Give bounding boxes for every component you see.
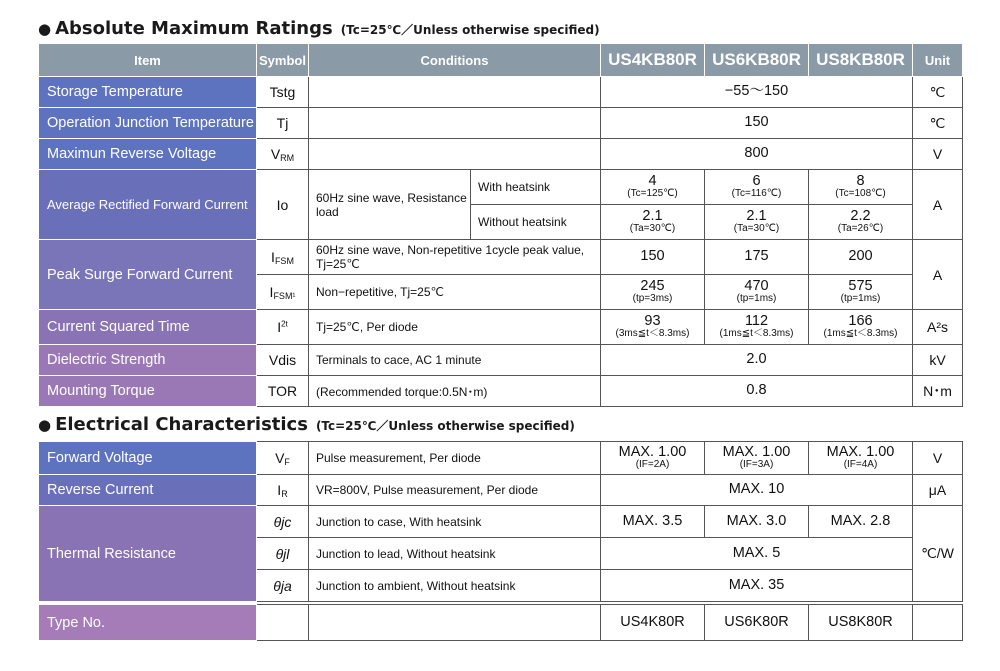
- row-reverse-voltage: [39, 139, 963, 170]
- symbol-cell: θjl: [257, 538, 309, 570]
- value-cell: MAX. 3.5: [601, 506, 705, 538]
- symbol-cell: θjc: [257, 506, 309, 538]
- value-main: 166: [848, 313, 873, 330]
- value-main: MAX. 1.00: [618, 444, 687, 461]
- header-us6kb80r: US6KB80R: [705, 44, 809, 77]
- value-main: 2.1: [642, 208, 663, 225]
- value-note: (Ta=26℃): [837, 223, 884, 235]
- value-cell: [601, 275, 705, 310]
- value-note: (1ms≦t＜8.3ms): [719, 328, 794, 340]
- value-main: 245: [640, 278, 665, 295]
- header-us4kb80r: US4KB80R: [601, 44, 705, 77]
- row-reverse-current: [39, 475, 963, 506]
- row-avg-current-with-heatsink: [39, 170, 963, 205]
- symbol-main: V: [275, 450, 285, 466]
- symbol-main: I: [277, 482, 282, 498]
- conditions-cell: Non−repetitive, Tj=25℃: [309, 275, 601, 310]
- value-cell: MAX. 2.8: [809, 506, 913, 538]
- item-label: Current Squared Time: [39, 310, 257, 345]
- value-cell: [809, 205, 913, 240]
- value-note: (tp=1ms): [736, 293, 777, 305]
- row-mounting-torque: [39, 376, 963, 407]
- value-cell: [705, 170, 809, 205]
- symbol-sub: RM: [280, 153, 295, 163]
- row-storage-temperature: [39, 77, 963, 108]
- conditions-cell: [309, 605, 601, 641]
- conditions-cell: Pulse measurement, Per diode: [309, 442, 601, 475]
- item-label: Mounting Torque: [39, 376, 257, 407]
- value-cell: [601, 442, 705, 475]
- value-note: (3ms≦t＜8.3ms): [615, 328, 690, 340]
- item-label: Operation Junction Temperature: [39, 108, 257, 139]
- value-cell: [601, 310, 705, 345]
- row-dielectric-strength: [39, 345, 963, 376]
- value-cell: MAX. 35: [601, 570, 913, 602]
- value-cell: 2.0: [601, 345, 913, 376]
- unit-cell: ℃: [913, 108, 963, 139]
- value-main: 112: [744, 313, 769, 330]
- row-junction-temperature: [39, 108, 963, 139]
- unit-cell: [913, 605, 963, 641]
- conditions-cell: Junction to case, With heatsink: [309, 506, 601, 538]
- value-note: (IF=3A): [739, 459, 774, 471]
- value-main: 6: [752, 173, 761, 190]
- value-note: (tp=3ms): [632, 293, 673, 305]
- item-label: Average Rectified Forward Current: [39, 170, 257, 240]
- header-us8kb80r: US8KB80R: [809, 44, 913, 77]
- conditions-cell: VR=800V, Pulse measurement, Per diode: [309, 475, 601, 506]
- subcondition-with-heatsink: With heatsink: [471, 170, 601, 205]
- symbol-sub: F: [284, 457, 290, 467]
- conditions-cell: Junction to lead, Without heatsink: [309, 538, 601, 570]
- symbol-cell: [257, 310, 309, 345]
- conditions-cell: [309, 139, 601, 170]
- symbol-cell: [257, 240, 309, 275]
- ec-table: [38, 441, 963, 602]
- symbol-main: I: [277, 319, 282, 335]
- value-cell: [705, 442, 809, 475]
- value-cell: 175: [705, 240, 809, 275]
- header-conditions: Conditions: [309, 44, 601, 77]
- conditions-cell: 60Hz sine wave, Resistance load: [309, 170, 471, 240]
- value-cell: [809, 442, 913, 475]
- value-cell: [601, 170, 705, 205]
- row-forward-voltage: [39, 442, 963, 475]
- symbol-cell: [257, 442, 309, 475]
- symbol-cell: Tstg: [257, 77, 309, 108]
- row-current-squared-time: [39, 310, 963, 345]
- row-thermal-jc: [39, 506, 963, 538]
- value-note: (Tc=108℃): [835, 188, 886, 200]
- row-peak-surge-current: [39, 240, 963, 275]
- header-symbol: Symbol: [257, 44, 309, 77]
- value-cell: MAX. 10: [601, 475, 913, 506]
- symbol-main: I: [269, 284, 274, 300]
- symbol-sup: 2t: [281, 319, 288, 329]
- value-main: 470: [744, 278, 769, 295]
- value-cell: MAX. 3.0: [705, 506, 809, 538]
- symbol-cell: Vdis: [257, 345, 309, 376]
- item-label: Forward Voltage: [39, 442, 257, 475]
- amr-note: (Tc=25℃／Unless otherwise specified): [340, 23, 600, 37]
- header-unit: Unit: [913, 44, 963, 77]
- value-cell: −55～150: [601, 77, 913, 108]
- symbol-cell: θja: [257, 570, 309, 602]
- value-note: (Ta=30℃): [733, 223, 780, 235]
- conditions-cell: [309, 108, 601, 139]
- value-cell: MAX. 5: [601, 538, 913, 570]
- symbol-main: V: [270, 146, 281, 162]
- symbol-main: I: [271, 249, 275, 265]
- value-main: 8: [856, 173, 865, 190]
- unit-cell: ℃/W: [913, 506, 963, 602]
- subcondition-without-heatsink: Without heatsink: [471, 205, 601, 240]
- type-us6k80r: US6K80R: [705, 605, 809, 641]
- amr-title: Absolute Maximum Ratings: [55, 18, 333, 39]
- value-main: 2.1: [746, 208, 767, 225]
- unit-cell: kV: [913, 345, 963, 376]
- row-type-number: [39, 605, 963, 641]
- symbol-cell: [257, 605, 309, 641]
- amr-section-title: [38, 18, 600, 39]
- conditions-cell: Terminals to cace, AC 1 minute: [309, 345, 601, 376]
- value-note: (tp=1ms): [840, 293, 881, 305]
- item-label: Dielectric Strength: [39, 345, 257, 376]
- symbol-sub: FSM: [274, 256, 294, 266]
- symbol-cell: [257, 275, 309, 310]
- value-note: (IF=4A): [843, 459, 878, 471]
- bullet-icon: ●: [38, 20, 52, 38]
- unit-cell: V: [913, 139, 963, 170]
- value-main: 2.2: [850, 208, 871, 225]
- value-cell: 200: [809, 240, 913, 275]
- value-cell: [809, 170, 913, 205]
- item-label: Thermal Resistance: [39, 506, 257, 602]
- value-main: 93: [644, 313, 661, 330]
- type-number-table: [38, 604, 963, 641]
- conditions-cell: Junction to ambient, Without heatsink: [309, 570, 601, 602]
- item-label: Maximun Reverse Voltage: [39, 139, 257, 170]
- value-cell: [809, 275, 913, 310]
- amr-table: [38, 43, 963, 407]
- header-item: Item: [39, 44, 257, 77]
- conditions-cell: Tj=25℃, Per diode: [309, 310, 601, 345]
- ec-section-title: [38, 414, 575, 435]
- conditions-cell: 60Hz sine wave, Non-repetitive 1cycle peak value, Tj=25℃: [309, 240, 601, 275]
- bullet-icon: ●: [38, 416, 52, 434]
- item-label: Reverse Current: [39, 475, 257, 506]
- value-note: (Tc=116℃): [731, 188, 782, 200]
- unit-cell: V: [913, 442, 963, 475]
- value-main: MAX. 1.00: [826, 444, 895, 461]
- value-cell: 0.8: [601, 376, 913, 407]
- value-cell: [809, 310, 913, 345]
- symbol-sub: FSM¹: [273, 291, 296, 301]
- symbol-cell: Tj: [257, 108, 309, 139]
- ec-title: Electrical Characteristics: [55, 414, 308, 435]
- unit-cell: ℃: [913, 77, 963, 108]
- value-cell: [705, 205, 809, 240]
- value-main: 575: [848, 278, 873, 295]
- value-cell: 150: [601, 240, 705, 275]
- conditions-cell: [309, 77, 601, 108]
- value-note: (Tc=125℃): [627, 188, 678, 200]
- symbol-cell: [257, 139, 309, 170]
- symbol-sub: R: [281, 489, 288, 499]
- type-us4k80r: US4K80R: [601, 605, 705, 641]
- item-label: Peak Surge Forward Current: [39, 240, 257, 310]
- conditions-cell: (Recommended torque:0.5N･m): [309, 376, 601, 407]
- value-cell: [601, 205, 705, 240]
- unit-cell: N･m: [913, 376, 963, 407]
- value-note: (1ms≦t＜8.3ms): [823, 328, 898, 340]
- value-cell: 800: [601, 139, 913, 170]
- ec-note: (Tc=25℃／Unless otherwise specified): [315, 419, 575, 433]
- value-cell: 150: [601, 108, 913, 139]
- value-note: (Ta=30℃): [629, 223, 676, 235]
- value-note: (IF=2A): [635, 459, 670, 471]
- amr-header-row: [39, 44, 963, 77]
- unit-cell: A: [913, 240, 963, 310]
- symbol-cell: [257, 475, 309, 506]
- symbol-cell: Io: [257, 170, 309, 240]
- value-main: 4: [648, 173, 657, 190]
- item-label: Storage Temperature: [39, 77, 257, 108]
- type-us8k80r: US8K80R: [809, 605, 913, 641]
- unit-cell: A: [913, 170, 963, 240]
- value-cell: [705, 275, 809, 310]
- value-main: MAX. 1.00: [722, 444, 791, 461]
- symbol-cell: TOR: [257, 376, 309, 407]
- unit-cell: μA: [913, 475, 963, 506]
- item-label: Type No.: [39, 605, 257, 641]
- value-cell: [705, 310, 809, 345]
- unit-cell: A²s: [913, 310, 963, 345]
